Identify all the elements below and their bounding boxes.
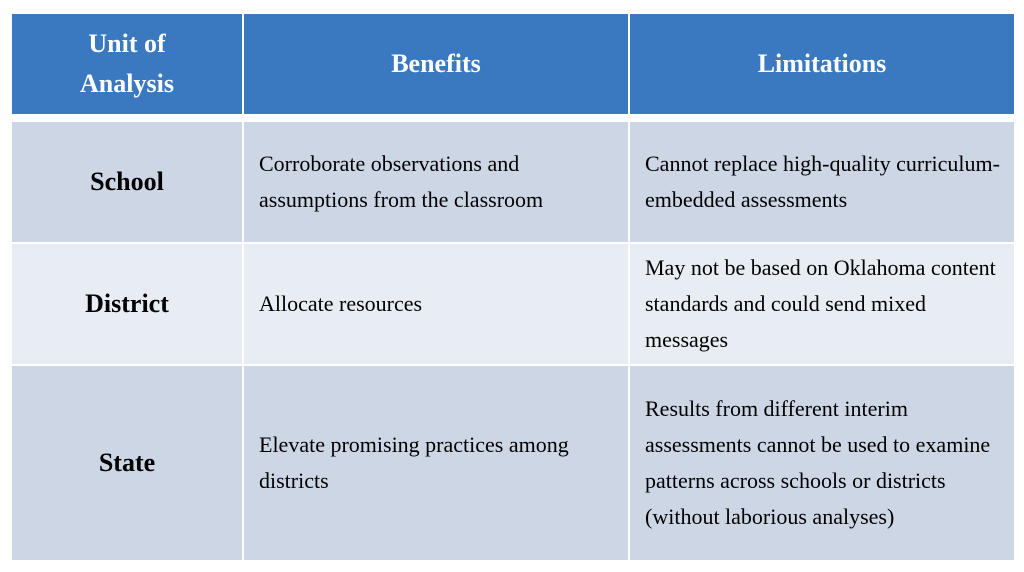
table-row	[11, 365, 1015, 561]
header-limitations: Limitations	[629, 13, 1015, 115]
limitation-cell: Results from different interim assessments cannot be used to examine patterns across schools or districts (without laborious analyses)	[629, 365, 1015, 561]
analysis-table	[10, 12, 1016, 562]
table-row	[11, 121, 1015, 243]
header-benefits: Benefits	[243, 13, 629, 115]
benefit-cell: Elevate promising practices among districts	[243, 365, 629, 561]
table-row	[11, 243, 1015, 365]
benefit-cell: Allocate resources	[243, 243, 629, 365]
header-row	[11, 13, 1015, 115]
unit-cell-district: District	[11, 243, 243, 365]
table-header	[11, 13, 1015, 115]
limitation-cell: Cannot replace high-quality curriculum-embedded assessments	[629, 121, 1015, 243]
limitation-cell: May not be based on Oklahoma content standards and could send mixed messages	[629, 243, 1015, 365]
header-unit-of-analysis: Unit of Analysis	[11, 13, 243, 115]
unit-cell-state: State	[11, 365, 243, 561]
table-body	[11, 115, 1015, 561]
benefit-cell: Corroborate observations and assumptions from the classroom	[243, 121, 629, 243]
unit-cell-school: School	[11, 121, 243, 243]
